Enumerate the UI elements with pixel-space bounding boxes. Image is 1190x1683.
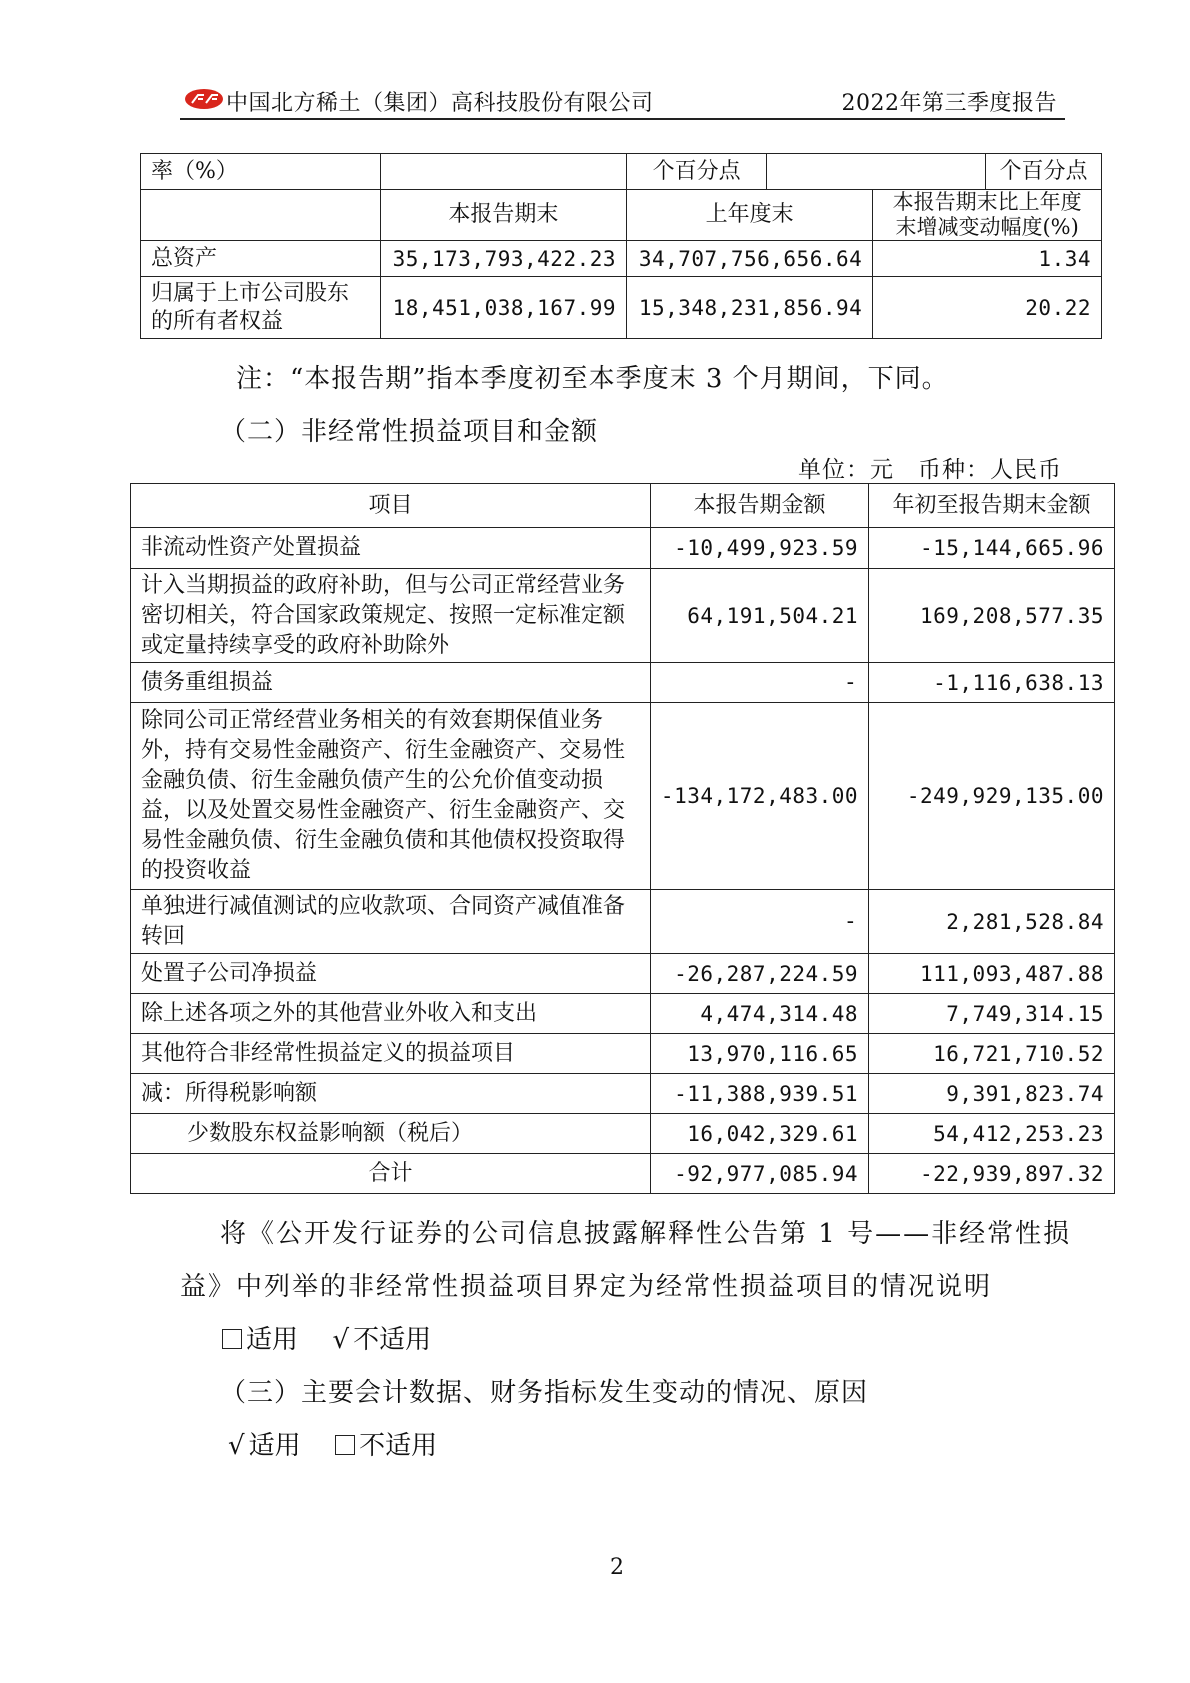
not-applicable-label: 不适用 <box>359 1431 438 1461</box>
paragraph: 将《公开发行证券的公司信息披露解释性公告第 1 号——非经常性损 <box>220 1219 1072 1249</box>
cell <box>141 190 381 241</box>
non-recurring-items-table <box>130 483 1115 1194</box>
checkmark-icon: √ <box>228 1431 245 1461</box>
current-cell: - <box>650 890 868 954</box>
item-cell: 单独进行减值测试的应收款项、合同资产减值准备转回 <box>131 890 651 954</box>
item-cell: 合计 <box>131 1154 651 1194</box>
table-row <box>131 954 1115 994</box>
ytd-cell: 111,093,487.88 <box>869 954 1115 994</box>
item-cell: 减：所得税影响额 <box>131 1074 651 1114</box>
cell <box>380 154 626 190</box>
ytd-cell: 16,721,710.52 <box>869 1034 1115 1074</box>
table-header-row <box>141 190 1102 241</box>
item-cell: 除上述各项之外的其他营业外收入和支出 <box>131 994 651 1034</box>
column-header: 本报告期末 <box>380 190 626 241</box>
unit-label: 单位：元 币种：人民币 <box>798 457 1062 483</box>
ytd-cell: -15,144,665.96 <box>869 528 1115 569</box>
applicability-line <box>222 1319 431 1356</box>
current-cell: - <box>650 663 868 703</box>
item-cell: 债务重组损益 <box>131 663 651 703</box>
cell: 个百分点 <box>986 154 1102 190</box>
ytd-cell: 54,412,253.23 <box>869 1114 1115 1154</box>
applicability-line <box>228 1425 437 1462</box>
column-header: 项目 <box>131 484 651 528</box>
current-cell: -26,287,224.59 <box>650 954 868 994</box>
ytd-cell: 169,208,577.35 <box>869 569 1115 663</box>
column-header: 本报告期金额 <box>650 484 868 528</box>
section-title: （三）主要会计数据、财务指标发生变动的情况、原因 <box>220 1378 869 1408</box>
checkmark-icon: √ <box>332 1325 350 1355</box>
note-text: 注：“本报告期”指本季度初至本季度末 3 个月期间，下同。 <box>236 364 949 394</box>
applicable-label: 适用 <box>248 1431 301 1461</box>
cell-current: 35,173,793,422.23 <box>380 241 626 277</box>
current-cell: -134,172,483.00 <box>650 703 868 890</box>
row-label: 率（%） <box>141 154 381 190</box>
table-row <box>131 994 1115 1034</box>
company-name: 中国北方稀土（集团）高科技股份有限公司 <box>226 91 654 116</box>
current-cell: -92,977,085.94 <box>650 1154 868 1194</box>
table-row <box>131 890 1115 954</box>
table-row <box>141 154 1102 190</box>
ytd-cell: 2,281,528.84 <box>869 890 1115 954</box>
section-title: （二）非经常性损益项目和金额 <box>220 417 599 447</box>
applicable-label: 适用 <box>246 1325 299 1355</box>
table-header-row <box>131 484 1115 528</box>
ytd-cell: -249,929,135.00 <box>869 703 1115 890</box>
paragraph: 益》中列举的非经常性损益项目界定为经常性损益项目的情况说明 <box>180 1272 993 1302</box>
page-number: 2 <box>610 1555 624 1580</box>
table-row <box>141 277 1102 339</box>
table-row <box>141 241 1102 277</box>
item-cell: 少数股东权益影响额（税后） <box>131 1114 651 1154</box>
item-cell: 除同公司正常经营业务相关的有效套期保值业务外，持有交易性金融资产、衍生金融资产、交易性金融负债、衍生金融负债产生的公允价值变动损益，以及处置交易性金融资产、衍生金融资产、交易性金融负债、衍生金融负债和其他债权投资取得的投资收益 <box>131 703 651 890</box>
table-row <box>131 528 1115 569</box>
current-cell: -10,499,923.59 <box>650 528 868 569</box>
row-label: 归属于上市公司股东的所有者权益 <box>141 277 381 339</box>
cell: 个百分点 <box>627 154 767 190</box>
cell-prior: 15,348,231,856.94 <box>627 277 873 339</box>
table-row <box>131 663 1115 703</box>
current-cell: 4,474,314.48 <box>650 994 868 1034</box>
table-row <box>131 1114 1115 1154</box>
cell-change: 1.34 <box>873 241 1102 277</box>
report-title: 2022年第三季度报告 <box>841 91 1057 116</box>
cell-change: 20.22 <box>873 277 1102 339</box>
current-cell: 64,191,504.21 <box>650 569 868 663</box>
current-cell: 13,970,116.65 <box>650 1034 868 1074</box>
empty-checkbox-icon <box>222 1329 242 1349</box>
table-row <box>131 1074 1115 1114</box>
current-cell: -11,388,939.51 <box>650 1074 868 1114</box>
ytd-cell: 7,749,314.15 <box>869 994 1115 1034</box>
column-header: 上年度末 <box>627 190 873 241</box>
cell <box>767 154 986 190</box>
table-row <box>131 1034 1115 1074</box>
item-cell: 非流动性资产处置损益 <box>131 528 651 569</box>
table-total-row <box>131 1154 1115 1194</box>
table-row <box>131 569 1115 663</box>
table-row <box>131 703 1115 890</box>
not-applicable-label: 不适用 <box>353 1325 432 1355</box>
ytd-cell: 9,391,823.74 <box>869 1074 1115 1114</box>
cell-prior: 34,707,756,656.64 <box>627 241 873 277</box>
column-header: 年初至报告期末金额 <box>869 484 1115 528</box>
current-cell: 16,042,329.61 <box>650 1114 868 1154</box>
company-logo-icon <box>184 88 224 110</box>
financial-position-table <box>140 153 1102 339</box>
column-header: 本报告期末比上年度末增减变动幅度(%) <box>873 190 1102 241</box>
item-cell: 处置子公司净损益 <box>131 954 651 994</box>
item-cell: 其他符合非经常性损益定义的损益项目 <box>131 1034 651 1074</box>
page-header <box>180 82 1065 120</box>
ytd-cell: -22,939,897.32 <box>869 1154 1115 1194</box>
item-cell: 计入当期损益的政府补助，但与公司正常经营业务密切相关，符合国家政策规定、按照一定标准定额或定量持续享受的政府补助除外 <box>131 569 651 663</box>
row-label: 总资产 <box>141 241 381 277</box>
empty-checkbox-icon <box>335 1435 355 1455</box>
ytd-cell: -1,116,638.13 <box>869 663 1115 703</box>
cell-current: 18,451,038,167.99 <box>380 277 626 339</box>
